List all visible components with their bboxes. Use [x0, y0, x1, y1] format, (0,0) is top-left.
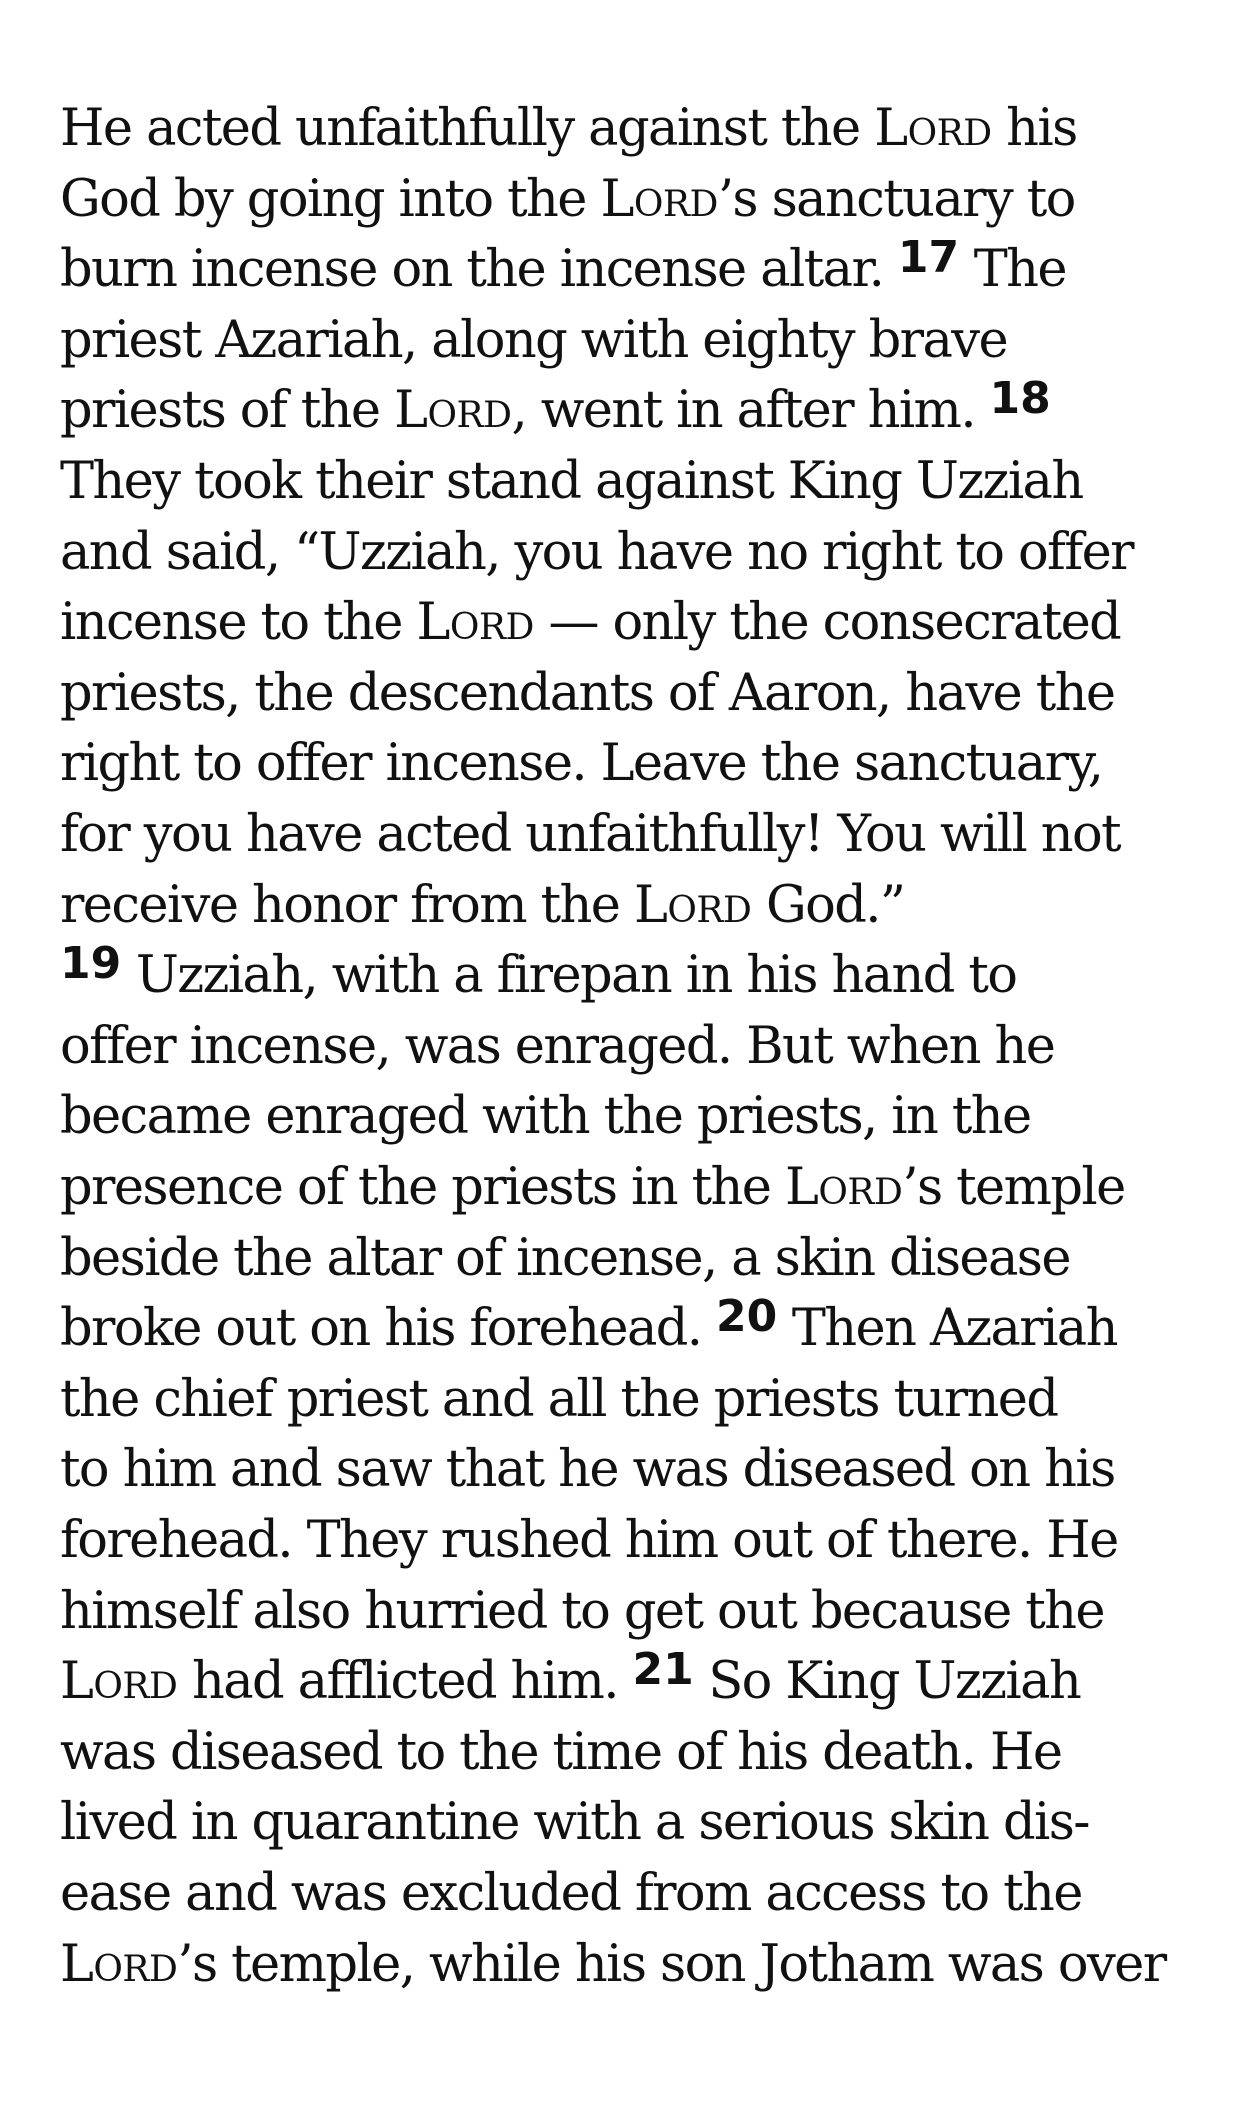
text-line	[60, 1577, 1104, 1647]
divine-name: Lord	[600, 169, 718, 229]
divine-name: Lord	[874, 99, 992, 158]
text-segment: The	[959, 240, 1066, 300]
text-segment: burn incense on the incense altar.	[60, 240, 898, 300]
divine-name: Lord	[60, 1934, 178, 1994]
text-line	[60, 1435, 1115, 1505]
text-line	[60, 1153, 1125, 1223]
text-segment: God by going into the	[60, 169, 601, 229]
text-line	[60, 659, 1114, 729]
text-segment: priests, the descendants of Aaron, have the	[60, 663, 1115, 723]
text-line	[60, 94, 1077, 164]
text-line	[60, 165, 1075, 235]
text-segment: ease and was excluded from access to the	[60, 1864, 1082, 1923]
divine-name: Lord	[784, 1158, 903, 1217]
text-segment: right to offer incense. Leave the sanctuary,	[60, 734, 1103, 794]
text-segment: incense to the	[60, 593, 417, 653]
text-segment: lived in quarantine with a serious skin dis-	[60, 1793, 1089, 1853]
text-line	[60, 1718, 1061, 1788]
text-line	[60, 1644, 1081, 1717]
text-segment: to him and saw that he was diseased on his	[60, 1440, 1115, 1500]
verse-number: 21	[632, 1644, 694, 1696]
text-segment: became enraged with the priests, in the	[60, 1087, 1031, 1147]
text-segment: for you have acted unfaithfully! You will not	[60, 805, 1121, 864]
text-line	[60, 447, 1083, 517]
text-segment: He acted unfaithfully against the	[60, 99, 875, 158]
text-segment: his	[991, 99, 1077, 158]
divine-name: Lord	[416, 593, 534, 653]
verse-number: 19	[60, 938, 122, 990]
text-segment: forehead. They rushed him out of there. He	[60, 1511, 1118, 1570]
text-segment: presence of the priests in the	[60, 1158, 785, 1217]
divine-name: Lord	[394, 381, 512, 441]
text-segment: ’s sanctuary to	[717, 169, 1075, 229]
text-segment: So King Uzziah	[693, 1652, 1081, 1712]
text-line	[60, 306, 1007, 376]
text-segment: and said, “Uzziah, you have no right to offer	[60, 522, 1133, 582]
text-segment: himself also hurried to get out because the	[60, 1581, 1105, 1641]
text-line	[60, 373, 1051, 446]
text-line	[60, 729, 1102, 799]
text-segment: priest Azariah, along with eighty brave	[60, 310, 1008, 370]
text-segment: offer incense, was enraged. But when he	[60, 1016, 1055, 1076]
verse-number: 17	[897, 232, 960, 284]
text-segment: receive honor from the	[60, 875, 634, 935]
text-segment: beside the altar of incense, a skin disease	[60, 1228, 1070, 1288]
text-segment: God.”	[751, 875, 905, 935]
text-line	[60, 1859, 1082, 1929]
verse-number: 20	[716, 1291, 778, 1343]
text-segment: Uzziah, with a firepan in his hand to	[121, 946, 1017, 1006]
text-line	[60, 871, 904, 941]
text-line	[60, 800, 1120, 870]
text-line	[60, 938, 1017, 1011]
text-line	[60, 1224, 1070, 1294]
text-line	[60, 1365, 1057, 1435]
text-line	[60, 1930, 1166, 2000]
text-line	[60, 518, 1133, 588]
text-segment: was diseased to the time of his death. He	[60, 1722, 1062, 1782]
text-segment: ’s temple	[902, 1158, 1125, 1217]
text-segment: , went in after him.	[511, 381, 990, 441]
text-segment: broke out on his forehead.	[60, 1299, 717, 1359]
text-segment: Then Azariah	[777, 1299, 1117, 1359]
divine-name: Lord	[633, 875, 752, 935]
text-segment: They took their stand against King Uzziah	[60, 452, 1083, 511]
verse-number: 18	[989, 373, 1051, 425]
text-line	[60, 1012, 1054, 1082]
divine-name: Lord	[60, 1652, 178, 1712]
text-line	[60, 1082, 1031, 1152]
text-line	[60, 1506, 1118, 1576]
text-segment: the chief priest and all the priests turned	[60, 1369, 1058, 1429]
text-line	[60, 1291, 1117, 1364]
text-line	[60, 588, 1120, 658]
text-line	[60, 232, 1066, 305]
text-segment: priests of the	[60, 381, 395, 441]
text-segment: — only the consecrated	[533, 593, 1121, 653]
text-segment: ’s temple, while his son Jotham was over	[177, 1934, 1166, 1994]
text-segment: had afflicted him.	[177, 1652, 633, 1712]
text-line	[60, 1788, 1089, 1858]
